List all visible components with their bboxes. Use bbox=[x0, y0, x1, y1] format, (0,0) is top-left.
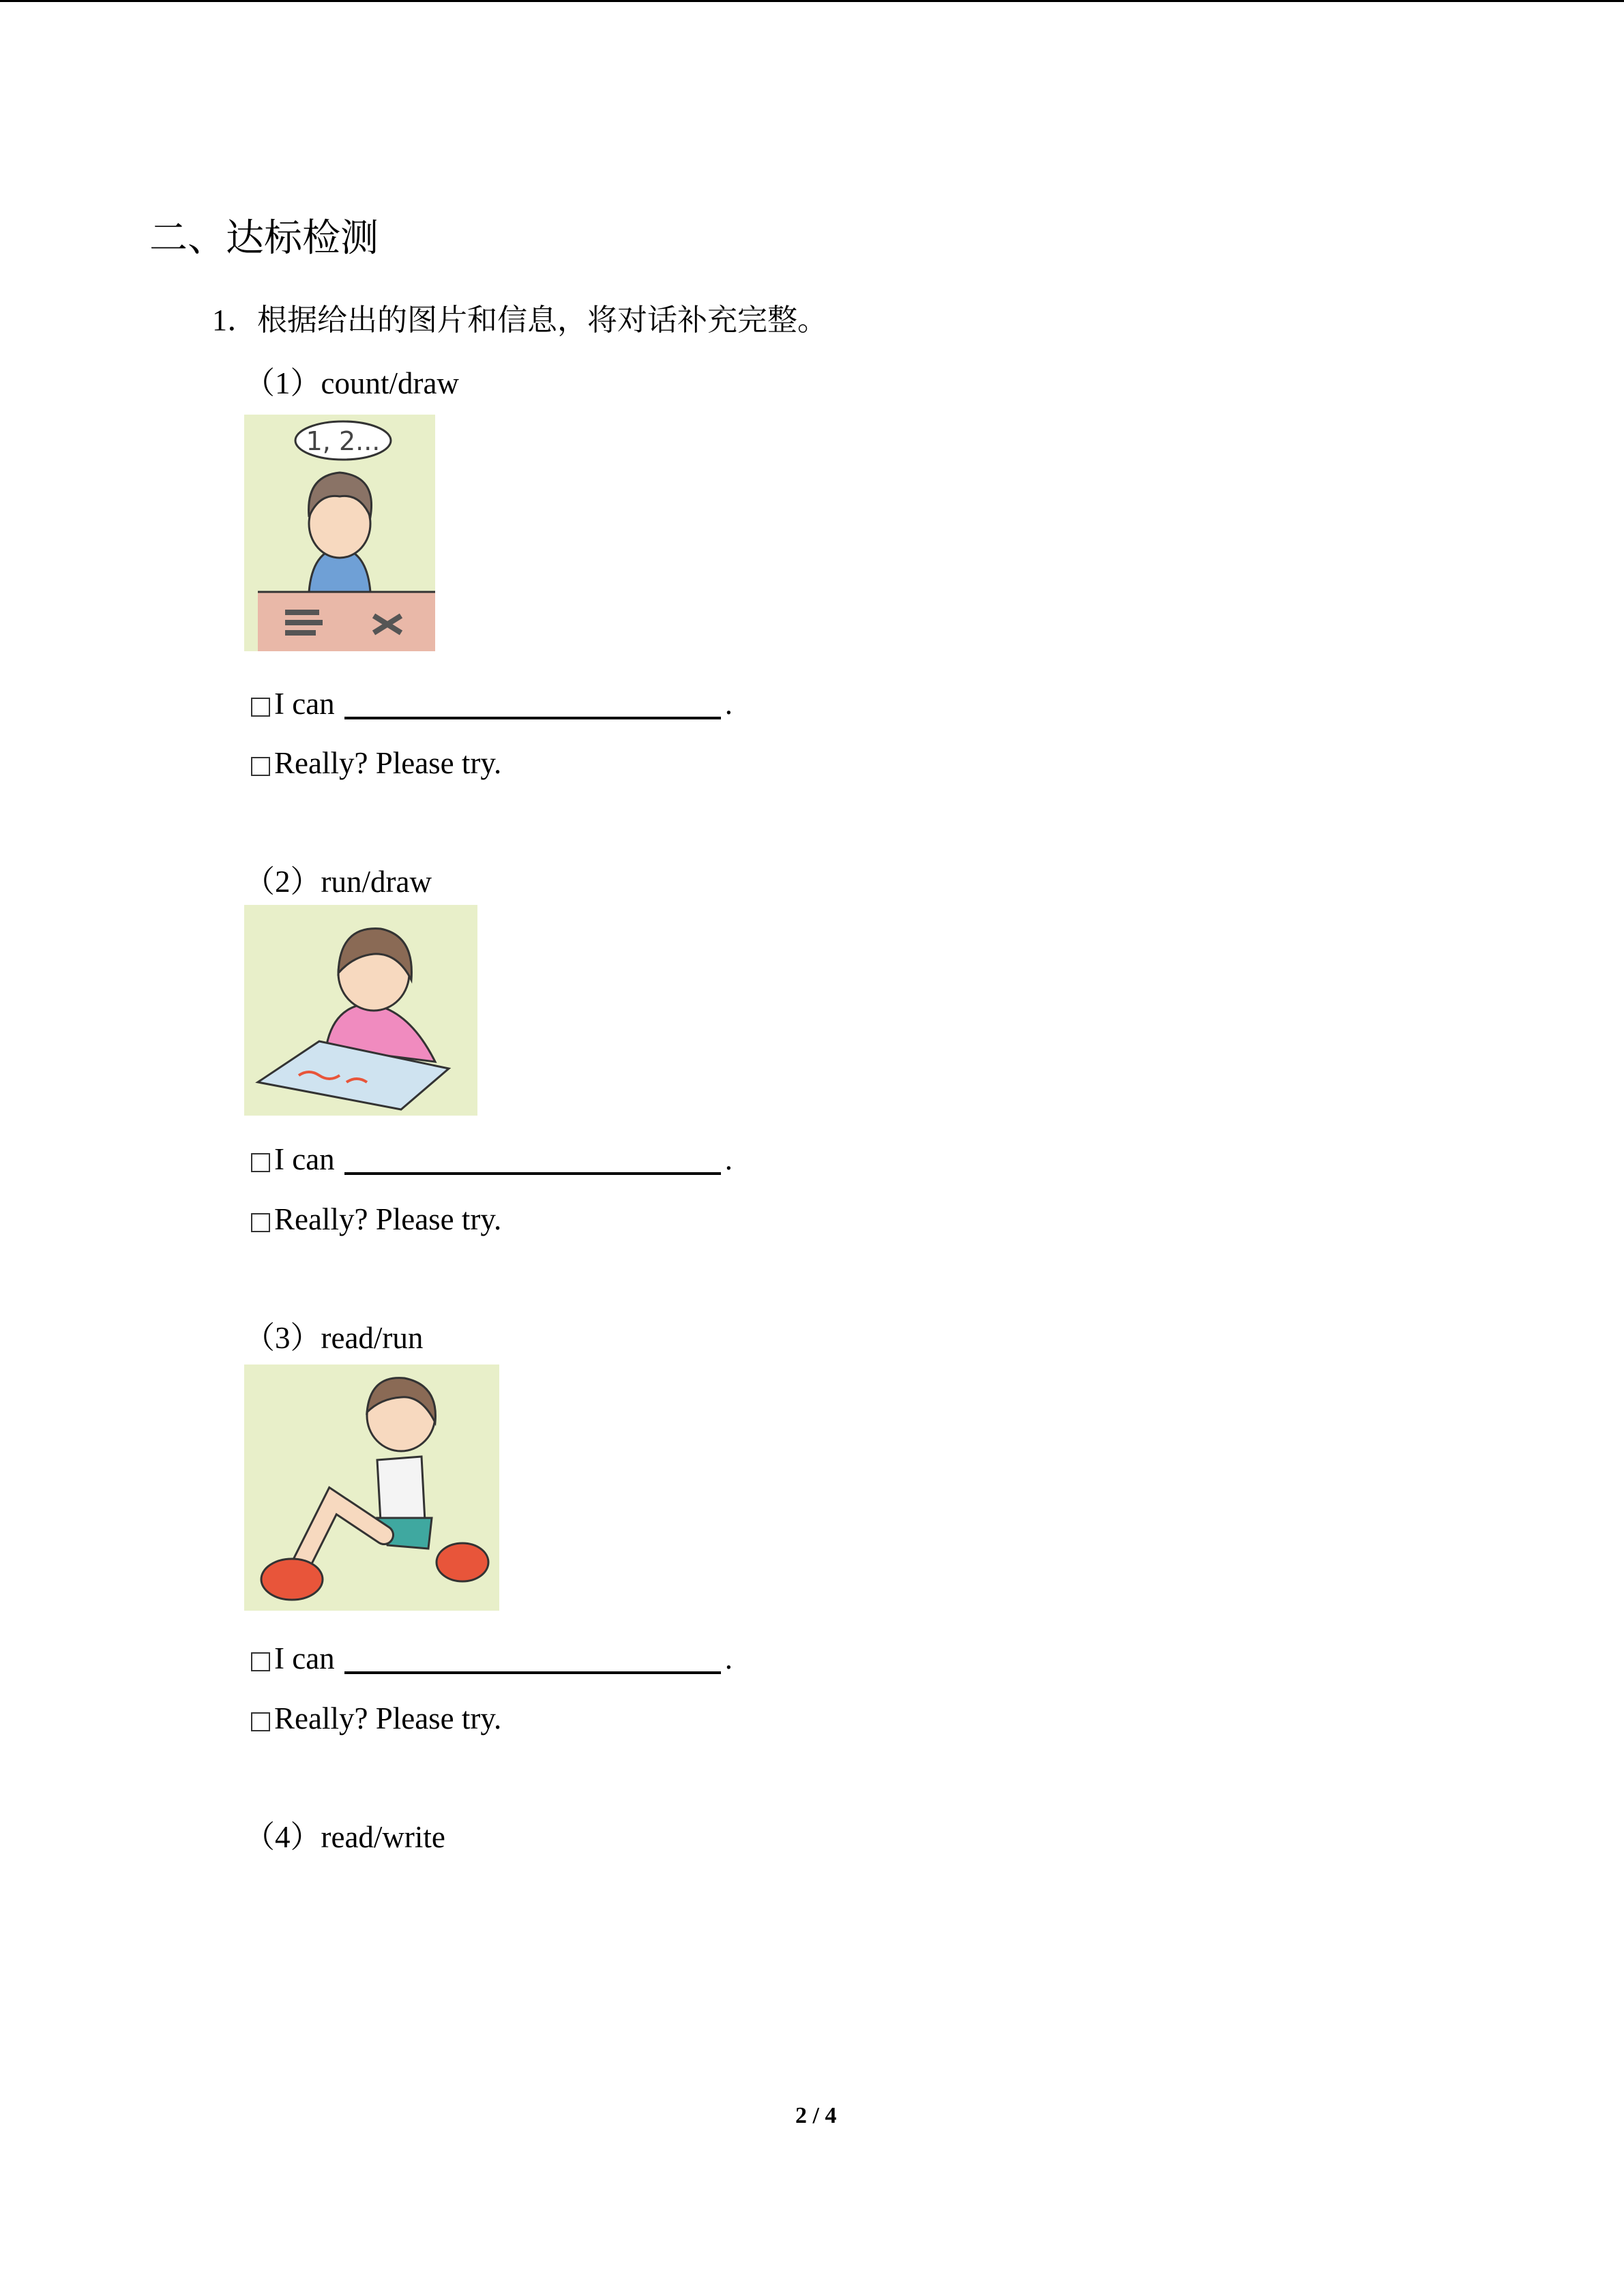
line-suffix: . bbox=[724, 1641, 733, 1675]
item-3-label: （3）read/run bbox=[244, 1321, 424, 1355]
speaker-box bbox=[251, 1712, 270, 1731]
line-prefix: I can bbox=[274, 687, 335, 721]
speaker-box bbox=[251, 1153, 270, 1172]
answer-blank[interactable] bbox=[344, 1644, 721, 1674]
speaker-box bbox=[251, 1213, 270, 1232]
item-3-answer-line bbox=[251, 1643, 733, 1674]
item-1-picture-boy-counting bbox=[244, 415, 435, 651]
item-1-label: （1）count/draw bbox=[244, 366, 459, 400]
question-instruction: 1．根据给出的图片和信息，将对话补充完整。 bbox=[212, 303, 827, 337]
answer-blank[interactable] bbox=[344, 689, 721, 719]
item-2-picture-girl-drawing bbox=[244, 905, 477, 1116]
line-suffix: . bbox=[724, 1142, 733, 1176]
reply-text: Really? Please try. bbox=[274, 746, 502, 780]
item-1-reply-line bbox=[251, 748, 501, 779]
line-prefix: I can bbox=[274, 1641, 335, 1675]
answer-blank[interactable] bbox=[344, 1145, 721, 1175]
speaker-box bbox=[251, 1652, 270, 1671]
reply-text: Really? Please try. bbox=[274, 1701, 502, 1735]
speaker-box bbox=[251, 698, 270, 717]
item-1-answer-line bbox=[251, 689, 733, 719]
item-4-label: （4）read/write bbox=[244, 1820, 445, 1854]
page-top-border bbox=[0, 0, 1624, 2]
page-number: 2 / 4 bbox=[795, 2103, 837, 2128]
item-3-reply-line bbox=[251, 1703, 501, 1734]
reply-text: Really? Please try. bbox=[274, 1202, 502, 1236]
item-2-answer-line bbox=[251, 1144, 733, 1175]
speech-bubble-text: 1, 2... bbox=[306, 426, 381, 456]
section-title: 二、达标检测 bbox=[149, 216, 379, 260]
item-3-picture-boy-running bbox=[244, 1365, 499, 1611]
line-prefix: I can bbox=[274, 1142, 335, 1176]
speaker-box bbox=[251, 757, 270, 776]
line-suffix: . bbox=[724, 687, 733, 721]
item-2-reply-line bbox=[251, 1204, 501, 1235]
item-2-label: （2）run/draw bbox=[244, 865, 432, 899]
